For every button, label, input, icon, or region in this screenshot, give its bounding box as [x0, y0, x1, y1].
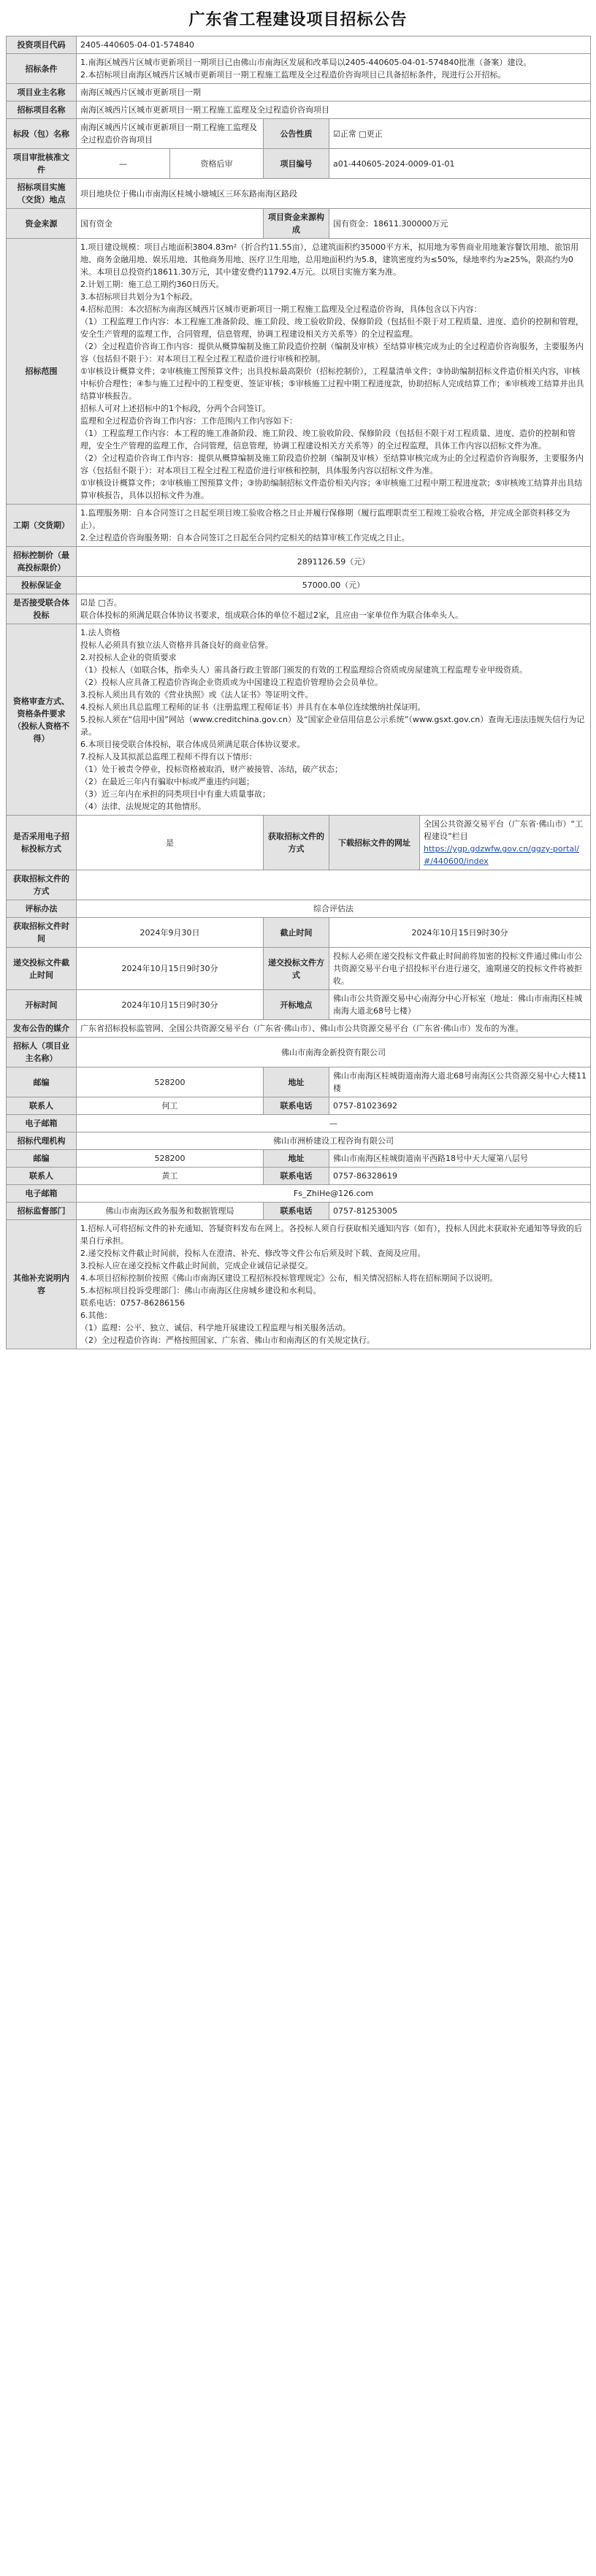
label-postcode: 邮编 — [7, 1067, 77, 1097]
label-electronic: 是否采用电子招标投标方式 — [7, 816, 77, 870]
row-location — [7, 179, 591, 209]
label-doc-end: 截止时间 — [264, 918, 329, 948]
label-other: 其他补充说明内容 — [7, 1220, 77, 1349]
scope-line: 2.计划工期：施工总工期约360日历天。 — [80, 280, 224, 289]
label-doc-time: 获取招标文件时间 — [7, 918, 77, 948]
row-tenderee-email — [7, 1115, 591, 1132]
label-bid-way: 递交投标文件方式 — [264, 948, 329, 990]
scope-line: （1）工程监理工作内容：本工程的施工准备阶段、施工阶段、竣工验收阶段、保修阶段（包括但不限于对工程质量、进度、造价的控制和管理，安全生产管理的监理工作，合同管理，信息管理，协调工程建设相关方关系等）的全过程监理，具体工作内容以招标文件为准。 — [80, 429, 576, 451]
label-location: 招标项目实施（交货）地点 — [7, 179, 77, 209]
label-period: 工期（交货期） — [7, 505, 77, 547]
condition-line: 1.南海区城西片区城市更新项目一期项目已由佛山市南海区发展和改革局以2405-440605-04-01-574840批准（备案）建设。 — [80, 58, 532, 67]
value-bid-deadline: 2024年10月15日9时30分 — [77, 948, 264, 990]
qualification-line: 投标人必须具有独立法人资格并具备良好的商业信誉。 — [80, 640, 273, 650]
period-line: 1.监理服务期：自本合同签订之日起至项目竣工验收合格之日止并履行保修期（履行监理职责至工程竣工验收合格，并完成全部资料移交为止）。 — [80, 508, 570, 530]
value-approval: — — [77, 149, 170, 179]
label-public-type: 公告性质 — [264, 119, 329, 149]
other-line: 6.其他： — [80, 1311, 112, 1320]
label-agency-postcode: 邮编 — [7, 1150, 77, 1168]
value-tenderee: 佛山市南海金新投资有限公司 — [77, 1038, 591, 1067]
label-bid-deposit: 投标保证金 — [7, 577, 77, 594]
value-agency-contact: 黄工 — [77, 1168, 264, 1185]
row-qualification — [7, 624, 591, 816]
other-line: 1.招标人可将招标文件的补充通知、答疑资料发布在网上。各投标人须自行获取相关通知内容（如有），投标人因此未获取补充通知等导致的后果自行承担。 — [80, 1224, 582, 1246]
row-consortium — [7, 594, 591, 624]
value-public-type: ☑正常 □更正 — [329, 119, 591, 149]
other-line: （2）全过程造价咨询：严格按照国家、广东省、佛山市和南海区的有关规定执行。 — [80, 1335, 375, 1345]
value-period — [77, 505, 591, 547]
row-review-method — [7, 900, 591, 918]
label-consortium: 是否接受联合体投标 — [7, 594, 77, 624]
value-other — [77, 1220, 591, 1349]
scope-line: 3.本招标项目共划分为1个标段。 — [80, 292, 198, 302]
value-consortium — [77, 594, 591, 624]
value-email: — — [77, 1115, 591, 1132]
qualification-line: 7.投标人及其拟派总监理工程师不得有以下情形： — [80, 752, 257, 762]
row-media — [7, 1020, 591, 1038]
value-ceiling-price: 2891126.59（元） — [77, 547, 591, 577]
value-qualification — [77, 624, 591, 816]
period-line: 2.全过程造价咨询服务期：自本合同签订之日起至合同约定相关的结算审核工作完成之日止。 — [80, 533, 410, 543]
label-conditions: 招标条件 — [7, 54, 77, 84]
label-ceiling-price: 招标控制价（最高投标限价） — [7, 547, 77, 577]
row-tenderee-contact — [7, 1097, 591, 1115]
label-media: 发布公告的媒介 — [7, 1020, 77, 1038]
row-agency — [7, 1132, 591, 1150]
label-agency-phone: 联系电话 — [264, 1168, 329, 1185]
value-supervisor-phone: 0757-81253005 — [329, 1203, 591, 1220]
row-doc-time — [7, 918, 591, 948]
value-location: 项目地块位于佛山市南海区桂城小塘城区三环东路南海区路段 — [77, 179, 591, 209]
value-obtain-method — [77, 870, 591, 900]
value-address: 佛山市南海区桂城街道南海大道北68号南海区公共资源交易中心大楼11楼 — [329, 1067, 591, 1097]
value-scope — [77, 239, 591, 505]
other-line: （1）监理：公平、独立、诚信、科学地开展建设工程监理与相关服务活动。 — [80, 1323, 351, 1333]
scope-line: 4.招标范围：本次招标为南海区城西片区城市更新项目一期工程施工监理及全过程造价咨询，具体包含以下内容： — [80, 304, 482, 314]
value-doc-end: 2024年10月15日9时30分 — [329, 918, 591, 948]
value-bid-deposit: 57000.00（元） — [77, 577, 591, 594]
label-obtain-doc: 获取招标文件的方式 — [264, 816, 329, 870]
label-agency-email: 电子邮箱 — [7, 1185, 77, 1203]
row-project-code — [7, 37, 591, 54]
value-agency-phone: 0757-86328619 — [329, 1168, 591, 1185]
label-obtain-doc-url: 下载招标文件的网址 — [329, 816, 420, 870]
label-supervisor-phone: 联系电话 — [264, 1203, 329, 1220]
qualification-line: 4.投标人须出具总监理工程师的证书（注册监理工程师证书）并具有在本单位连续缴纳社保证明。 — [80, 702, 426, 712]
row-section-name — [7, 119, 591, 149]
value-doc-start: 2024年9月30日 — [77, 918, 264, 948]
condition-line: 2.本招标项目南海区城西片区城市更新项目一期工程施工监理及全过程造价咨询项目已具备招标条件，现进行公开招标。 — [80, 70, 506, 80]
value-agency-email: Fs_ZhiHe@126.com — [77, 1185, 591, 1203]
scope-line: （2）全过程造价咨询工作内容：提供从概算编制及施工阶段造价控制（编制及审核）至结算审核完成为止的全过程造价咨询服务，主要服务内容（包括但不限于）：对本项目工程全过程工程造价进行审核和控制。 — [80, 342, 584, 364]
label-obtain-method: 获取招标文件的方式 — [7, 870, 77, 900]
value-agency: 佛山市洲桥建设工程咨询有限公司 — [77, 1132, 591, 1150]
qualification-line: （2）在最近三年内有骗取中标或严重违约问题； — [80, 777, 254, 786]
label-fund-amount: 项目资金来源构成 — [264, 209, 329, 239]
label-phone: 联系电话 — [264, 1097, 329, 1115]
other-line: 5.本招标项目投诉受理部门：佛山市南海区住房城乡建设和水利局。 — [80, 1286, 321, 1295]
other-line: 4.本项目招标控制价按照《佛山市南海区建设工程招标投标管理规定》公布，相关情况招标人将在招标期间予以说明。 — [80, 1273, 498, 1283]
value-contact: 何工 — [77, 1097, 264, 1115]
value-agency-postcode: 528200 — [77, 1150, 264, 1168]
qualification-line: （3）近三年内在承担的同类项目中有重大质量事故； — [80, 789, 270, 799]
value-fund-amount: 国有资金：18611.300000万元 — [329, 209, 591, 239]
other-line: 联系电话：0757-86286156 — [80, 1298, 185, 1308]
announcement-table — [6, 36, 591, 1349]
value-tenderee-name: 南海区城西片区城市更新项目一期 — [77, 84, 591, 101]
value-section-name: 南海区城西片区城市更新项目一期工程施工监理及全过程造价咨询项目 — [77, 119, 264, 149]
qualification-line: （1）投标人（如联合体，指牵头人）需具备行政主管部门颁发的有效的工程监理综合资质或房屋建筑工程监理专业甲级资质。 — [80, 665, 527, 675]
row-tenderee — [7, 1038, 591, 1067]
row-ceiling-price — [7, 547, 591, 577]
qualification-line: 5.投标人须在“信用中国”网站（www.creditchina.gov.cn）及“国家企业信用信息公示系统”（www.gsxt.gov.cn）查询无违法违规失信行为记录。 — [80, 715, 585, 737]
row-period — [7, 505, 591, 547]
page-title: 广东省工程建设项目招标公告 — [188, 11, 408, 29]
qualification-line: （4）法律、法规规定的其他情形。 — [80, 802, 206, 811]
row-bid-deposit — [7, 577, 591, 594]
label-project-code: 投资项目代码 — [7, 37, 77, 54]
value-fund-source: 国有资金 — [77, 209, 264, 239]
row-agency-email — [7, 1185, 591, 1203]
obtain-doc-link[interactable]: https://ygp.gdzwfw.gov.cn/ggzy-portal/#/440600/index — [424, 844, 579, 866]
label-review-method: 评标办法 — [7, 900, 77, 918]
value-supervisor: 佛山市南海区政务服务和数据管理局 — [77, 1203, 264, 1220]
label-contact: 联系人 — [7, 1097, 77, 1115]
scope-line: ①审核设计概算文件；②审核施工图预算文件；③协助编制招标文件造价相关内容；④审核施工过程中期工程进度款；⑤审核竣工结算并出具结算审核报告，具体以招标文件为准。 — [80, 478, 583, 500]
row-electronic — [7, 816, 591, 870]
qualification-line: 6.本项目接受联合体投标，联合体成员须满足联合体协议要求。 — [80, 740, 305, 749]
other-line: 2.递交投标文件截止时间前，投标人在澄清、补充、修改等文件公布后须及时下载、查阅及应用。 — [80, 1249, 426, 1258]
row-open — [7, 990, 591, 1020]
value-bid-way: 投标人必须在递交投标文件截止时间前将加密的投标文件通过佛山市公共资源交易平台电子招投标平台进行递交，逾期递交的投标文件将被拒收。 — [329, 948, 591, 990]
value-obtain-doc-url — [420, 816, 591, 870]
row-bid-deadline — [7, 948, 591, 990]
value-media: 广东省招标投标监管网、全国公共资源交易平台（广东省·佛山市）、佛山市公共资源交易平台（广东省·佛山市）发布的为准。 — [77, 1020, 591, 1038]
consortium-line: ☑是 □否。 — [80, 598, 122, 607]
value-agency-address: 佛山市南海区桂城街道南平西路18号中天大厦第八层号 — [329, 1150, 591, 1168]
value-phone: 0757-81023692 — [329, 1097, 591, 1115]
label-agency-address: 地址 — [264, 1150, 329, 1168]
consortium-line: 联合体投标的须满足联合体协议书要求，组成联合体的单位不超过2家，且应由一家单位作为联合体牵头人。 — [80, 610, 463, 620]
value-approval-code: 资格后审 — [170, 149, 264, 179]
value-section-code: a01-440605-2024-0009-01-01 — [329, 149, 591, 179]
value-review-method: 综合评估法 — [77, 900, 591, 918]
label-tenderee: 招标人（项目业主名称） — [7, 1038, 77, 1067]
label-approval: 项目审批核准文件 — [7, 149, 77, 179]
qualification-line: （1）处于被责令停业，投标资格被取消，财产被接管、冻结，破产状态； — [80, 764, 343, 774]
value-postcode: 528200 — [77, 1067, 264, 1097]
row-supervisor — [7, 1203, 591, 1220]
label-project-name: 招标项目名称 — [7, 101, 77, 119]
label-agency-contact: 联系人 — [7, 1168, 77, 1185]
qualification-line: 3.投标人须出具有效的《营业执照》或《法人证书》等证明文件。 — [80, 690, 313, 699]
value-project-name: 南海区城西片区城市更新项目一期工程施工监理及全过程造价咨询项目 — [77, 101, 591, 119]
scope-line: 1.项目建设规模：项目占地面积3804.83m²（折合约11.55亩），总建筑面积约35000平方米，拟用地为零售商业用地兼容餐饮用地、旅馆用地、商务金融用地、娱乐用地、其他商务用地、医疗卫生用地，总用地面积约为5.8，建筑密度约为≤50%，绿地率约为≥25%，限高约为0米。本项目总投资约18611.30万元，其中建安费约11792.4万元。以项目实施方案为准。 — [80, 242, 579, 277]
row-tenderee-postcode — [7, 1067, 591, 1097]
scope-line: 招标人可对上述招标中的1个标段，分两个合同签订。 — [80, 404, 270, 413]
label-open-time: 开标时间 — [7, 990, 77, 1020]
value-conditions — [77, 54, 591, 84]
label-address: 地址 — [264, 1067, 329, 1097]
scope-line: （2）全过程造价咨询工作内容：提供从概算编制及施工阶段造价控制（编制及审核）至结算审核完成为止的全过程造价咨询服务，主要服务内容（包括但不限于）：对本项目工程全过程工程造价进行审核和控制，具体服务内容以招标文件为准。 — [80, 453, 584, 475]
qualification-line: 1.法人资格 — [80, 628, 121, 637]
row-approval — [7, 149, 591, 179]
qualification-line: 2.对投标人企业的资质要求 — [80, 653, 177, 662]
row-obtain-method — [7, 870, 591, 900]
row-project-name — [7, 101, 591, 119]
scope-line: ①审核设计概算文件；②审核施工图预算文件；出具投标最高限价（招标控制价），工程量清单文件；③协助编制招标文件造价相关内容，审核中标价合理性；④参与施工过程中的工程变更、签证审核；⑤审核施工过程中期工程进度款，协助招标人完成结算工作；⑥审核竣工结算并出具结算审核报告。 — [80, 367, 584, 401]
row-other — [7, 1220, 591, 1349]
label-fund-source: 资金来源 — [7, 209, 77, 239]
value-open-time: 2024年10月15日9时30分 — [77, 990, 264, 1020]
scope-line: 监理和全过程造价咨询工作内容：工作范围内工作内容如下： — [80, 416, 297, 426]
label-agency: 招标代理机构 — [7, 1132, 77, 1150]
label-email: 电子邮箱 — [7, 1115, 77, 1132]
row-scope — [7, 239, 591, 505]
label-tenderee-name: 项目业主名称 — [7, 84, 77, 101]
row-tenderee-name — [7, 84, 591, 101]
scope-line: （1）工程监理工作内容：本工程施工准备阶段、施工阶段、竣工验收阶段、保修阶段（包括但不限于对工程质量、进度、造价的控制和管理，安全生产管理的监理工作，合同管理，信息管理，协调工程建设相关方关系等）的全过程监理。 — [80, 317, 584, 339]
value-electronic: 是 — [77, 816, 264, 870]
label-section-name: 标段（包）名称 — [7, 119, 77, 149]
row-fund — [7, 209, 591, 239]
row-agency-address — [7, 1150, 591, 1168]
label-bid-deadline: 递交投标文件截止时间 — [7, 948, 77, 990]
row-conditions — [7, 54, 591, 84]
other-line: 3.投标人应在递交投标文件截止时间前，完成企业诚信记录提交。 — [80, 1261, 313, 1270]
label-scope: 招标范围 — [7, 239, 77, 505]
obtain-doc-platform: 全国公共资源交易平台（广东省·佛山市）“工程建设”栏目 — [424, 819, 584, 841]
qualification-line: （2）投标人应具备工程造价咨询企业资质或为中国建设工程造价管理协会会员单位。 — [80, 678, 383, 687]
label-qualification: 资格审查方式、资格条件要求（投标人资格不得） — [7, 624, 77, 816]
row-agency-contact — [7, 1168, 591, 1185]
value-project-code: 2405-440605-04-01-574840 — [77, 37, 591, 54]
label-open-place: 开标地点 — [264, 990, 329, 1020]
label-supervisor: 招标监督部门 — [7, 1203, 77, 1220]
label-section-code: 项目编号 — [264, 149, 329, 179]
value-open-place: 佛山市公共资源交易中心南海分中心开标室（地址：佛山市南海区桂城南海大道北68号七楼） — [329, 990, 591, 1020]
